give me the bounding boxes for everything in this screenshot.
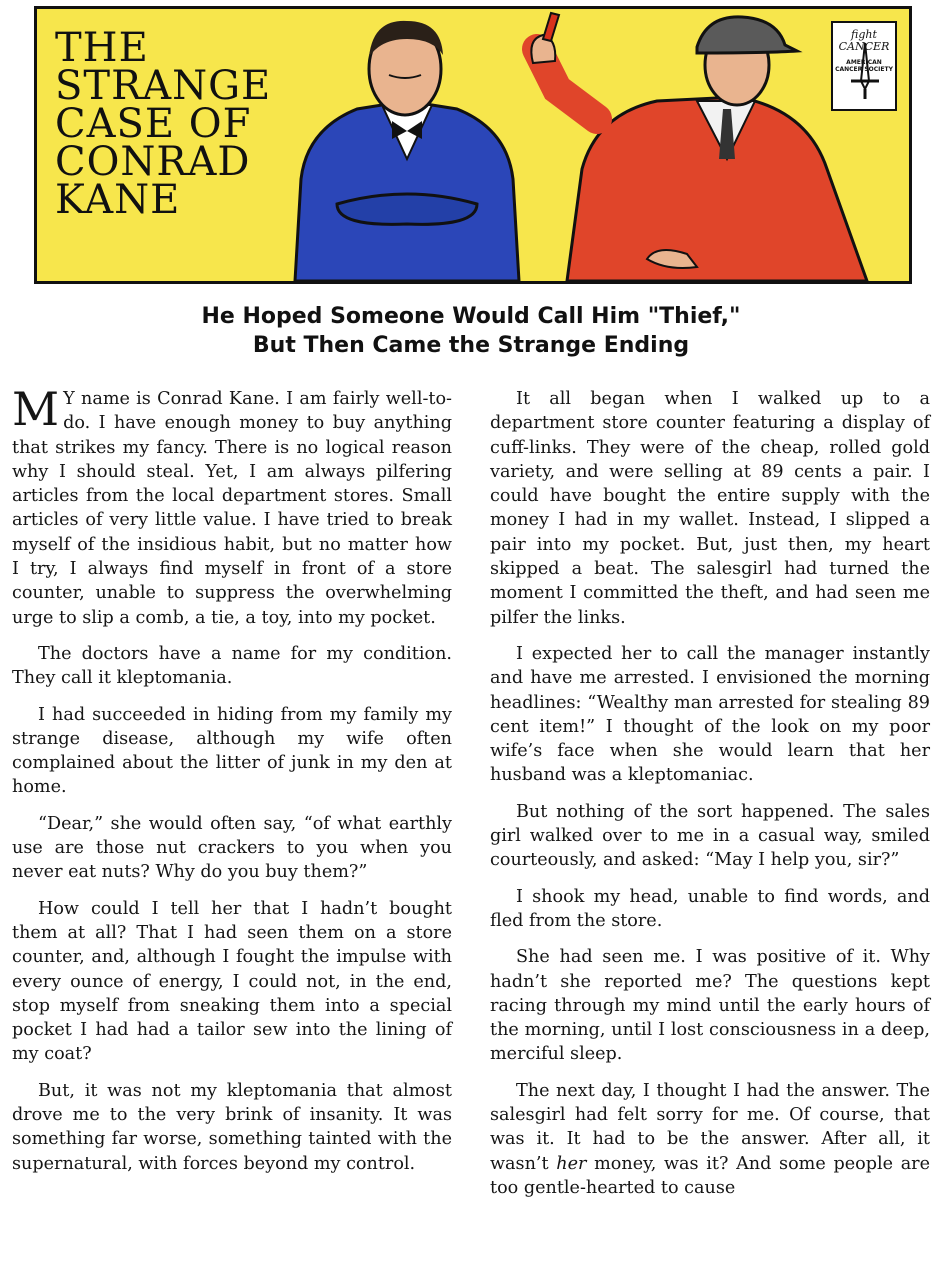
subtitle-line-1: He Hoped Someone Would Call Him "Thief," (201, 304, 741, 329)
fight-cancer-seal (831, 21, 897, 111)
conrad-kane-figure (295, 21, 519, 281)
paragraph (490, 1079, 930, 1200)
paragraph: How could I tell her that I hadn’t bought them at all? That I had seen them on a store counter, and, although I fought the impulse with every ounce of energy, I could not, in the end, stop myself from sneaking them into a special pocket I had had a tailor sew into the lining of my coat? (12, 898, 452, 1065)
paragraph: She had seen me. I was positive of it. Why hadn’t she reported me? The questions kept racing through my mind until the early hours of the morning, until I lost consciousness in a deep, merciful sleep. (490, 947, 930, 1065)
paragraph: But, it was not my kleptomania that almost drove me to the very brink of insanity. It was something far worse, something tainted with the supernatural, with forces beyond my control. (12, 1080, 452, 1174)
paragraph-text: The next day, I thought I had the answer. The salesgirl had felt sorry for me. Of course, that was it. It had to be the answer. After all, it wasn’t (490, 1080, 930, 1174)
left-column (12, 382, 452, 1188)
paragraph: I had succeeded in hiding from my family my strange disease, although my wife often complained about the litter of junk in my den at home. (12, 704, 452, 798)
paragraph: “Dear,” she would often say, “of what earthly use are those nut crackers to you when you never eat nuts? Why do you buy them?” (12, 813, 452, 883)
seal-line-2: CANCER (838, 40, 890, 53)
drop-cap: M (12, 382, 60, 436)
story-subtitle (0, 302, 942, 360)
accuser-figure (531, 13, 867, 281)
emphasis-her: her (556, 1153, 587, 1174)
sword-icon (843, 41, 887, 101)
paragraph: I shook my head, unable to find words, and fled from the store. (490, 886, 930, 931)
story-title: THE STRANGE CASE OF CONRAD KANE (55, 25, 272, 223)
title-banner (34, 6, 912, 284)
paragraph-text: money, was it? And some people are too gentle-hearted to cause (490, 1153, 930, 1198)
subtitle-line-2: But Then Came the Strange Ending (252, 333, 690, 358)
paragraph (12, 382, 452, 630)
paragraph: It all began when I walked up to a department store counter featuring a display of cuff-links. They were of the cheap, rolled gold variety, and were selling at 89 cents a pair. I could have bought the entire supply with the money I had in my wallet. Instead, I slipped a pair into my pocket. But, just then, my heart skipped a beat. The salesgirl had turned the moment I committed the theft, and had seen me pilfer the links. (490, 389, 930, 628)
paragraph-text: Y name is Conrad Kane. I am fairly well-to-do. I have enough money to buy anything that strikes my fancy. There is no logical reason why I should steal. Yet, I am always pilfering articles from the local department stores. Small articles of very little value. I have tried to break myself of the insidious habit, but no matter how I try, I always find myself in front of a store counter, unable to suppress the overwhelming urge to slip a comb, a tie, a toy, into my pocket. (12, 389, 452, 628)
paragraph: I expected her to call the manager instantly and have me arrested. I envisioned the morning headlines: “Wealthy man arrested for stealing 89 cent item!” I thought of the look on my poor wife’s face when she would learn that her husband was a kleptomaniac. (490, 643, 930, 786)
seal-line-3: AMERICAN CANCER SOCIETY (835, 59, 893, 73)
right-column (490, 387, 930, 1212)
paragraph: The doctors have a name for my condition. They call it kleptomania. (12, 643, 452, 689)
paragraph: But nothing of the sort happened. The sales girl walked over to me in a casual way, smiled courteously, and asked: “May I help you, sir?” (490, 801, 930, 871)
seal-line-1: fight (851, 28, 877, 41)
